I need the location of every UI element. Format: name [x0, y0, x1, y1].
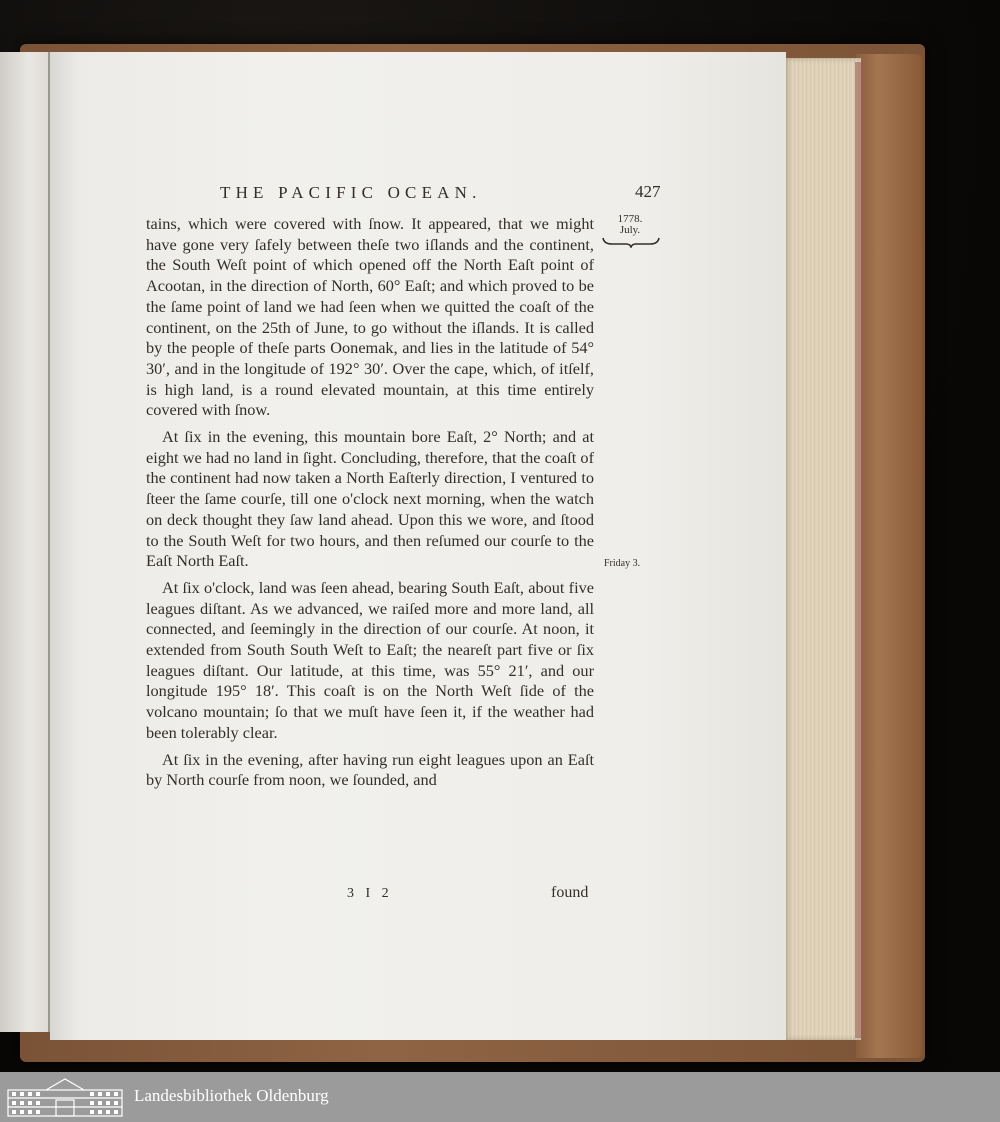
library-footer [0, 1072, 1000, 1122]
library-name: Landesbibliothek Oldenburg [134, 1086, 329, 1105]
body-text [146, 214, 594, 791]
book-cover-edge [856, 54, 922, 1058]
running-head: THE PACIFIC OCEAN. [220, 183, 482, 202]
paragraph: tains, which were covered with ſnow. It appeared, that we might have gone very ſafely between theſe two iſlands and the continent, the South Weſt point of which opened off the North Eaſt point of Acootan, in the direction of North, 60° Eaſt; and which proved to be the ſame point of land we had ſeen when we quitted the coaſt of the continent, on the 25th of June, to go without the iſlands. It is called by the people of theſe parts Oonemak, and lies in the latitude of 54° 30′, and in the longitude of 192° 30′. Over the cape, which, of itſelf, is high land, is a round elevated mountain, at this time entirely covered with ſnow. [146, 214, 594, 420]
page-number: 427 [635, 182, 661, 201]
margin-date [615, 214, 645, 236]
paragraph: At ſix in the evening, this mountain bore Eaſt, 2° North; and at eight we had no land in ſight. Concluding, therefore, that the coaſt of the continent had now taken a North Eaſterly direction, I ventured to ſteer the ſame courſe, till one o'clock next morning, when the watch on deck thought they ſaw land ahead. Upon this we wore, and ſtood to the South Weſt for two hours, and then reſumed our courſe to the Eaſt North Eaſt. [146, 427, 594, 571]
margin-day: Friday 3. [604, 558, 641, 569]
page-block-stain [855, 62, 863, 1038]
library-building-logo [6, 1076, 124, 1118]
margin-month: July. [619, 224, 641, 236]
left-page-edge [0, 52, 50, 1032]
catchword: found [551, 884, 589, 901]
page-block-edges [783, 58, 861, 1040]
paragraph: At ſix o'clock, land was ſeen ahead, bearing South Eaſt, about five leagues diſtant. As we advanced, we raiſed more and more land, all connected, and ſeemingly in the direction of our courſe. At noon, it extended from South South Weſt to Eaſt; the neareſt part five or ſix leagues diſtant. Our latitude, at this time, was 55° 21′, and our longitude 195° 18′. This coaſt is on the North Weſt ſide of the volcano mountain; ſo that we muſt have ſeen it, if the weather had been tolerably clear. [146, 577, 594, 742]
margin-brace [602, 236, 660, 248]
signature-mark: 3 I 2 [347, 886, 393, 901]
margin-year: 1778. [617, 213, 643, 225]
paragraph: At ſix in the evening, after having run eight leagues upon an Eaſt by North courſe from noon, we ſounded, and [146, 749, 594, 790]
